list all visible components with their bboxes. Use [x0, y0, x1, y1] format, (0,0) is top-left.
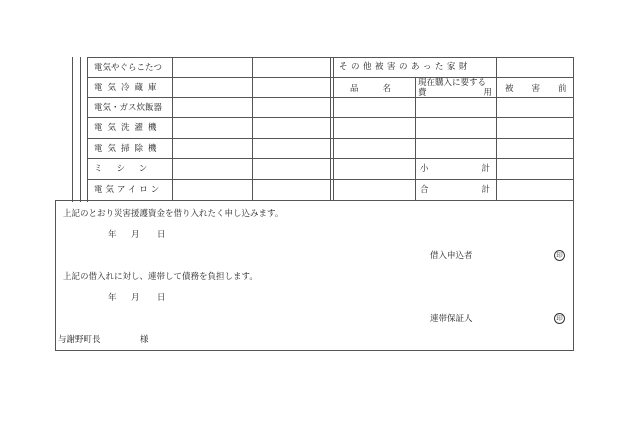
left-border-outer	[72, 57, 73, 202]
right-border	[573, 57, 574, 351]
table-bottom-line	[55, 200, 574, 201]
appliance-3: 電気洗濯機	[94, 123, 162, 133]
total-label: 合 計	[420, 185, 490, 195]
guarantee-statement: 上記の借入れに対し、連帯して債務を負担します。	[63, 272, 258, 282]
left-border-inner	[80, 57, 81, 202]
guarantor-seal-mark: 印	[554, 313, 565, 324]
col-line-5	[496, 57, 497, 200]
guarantor-label: 連帯保証人	[430, 314, 473, 324]
lower-bottom-line	[55, 350, 574, 351]
application-date-year: 年	[108, 230, 117, 240]
mayor-addressee: 与謝野町長	[58, 335, 101, 345]
col-cost-header-line1: 現在購入に要する	[418, 78, 487, 88]
honorific: 様	[140, 335, 149, 345]
guarantee-date-day: 日	[157, 293, 166, 303]
left-border-inner2	[87, 57, 88, 202]
application-date-day: 日	[157, 230, 166, 240]
application-date-month: 月	[131, 230, 140, 240]
other-damage-title: その他被害のあった家財	[339, 62, 471, 72]
col-line-3	[330, 57, 331, 200]
appliance-0: 電気やぐらこたつ	[94, 63, 163, 73]
col-line-1	[172, 57, 173, 200]
subtotal-label: 小 計	[420, 164, 490, 174]
col-item-header: 品名	[350, 84, 416, 94]
col-cost-header-line2: 費 用	[418, 88, 492, 98]
col-line-2	[252, 57, 253, 200]
col-line-4	[415, 77, 416, 200]
applicant-seal-mark: 印	[554, 250, 565, 261]
guarantee-date-month: 月	[131, 293, 140, 303]
appliance-4: 電気掃除機	[94, 144, 162, 154]
application-statement: 上記のとおり災害援護資金を借り入れたく申し込みます。	[63, 209, 284, 219]
col-damage-header: 被害前	[505, 84, 585, 94]
appliance-5: ミシン	[94, 164, 162, 174]
appliance-6: 電気アイロン	[94, 185, 163, 195]
applicant-label: 借入申込者	[430, 251, 473, 261]
appliance-2: 電気・ガス炊飯器	[94, 103, 163, 113]
guarantee-date-year: 年	[108, 293, 117, 303]
appliance-1: 電気冷蔵庫	[94, 83, 162, 93]
col-line-3b	[333, 57, 334, 200]
lower-left-border	[55, 200, 56, 351]
